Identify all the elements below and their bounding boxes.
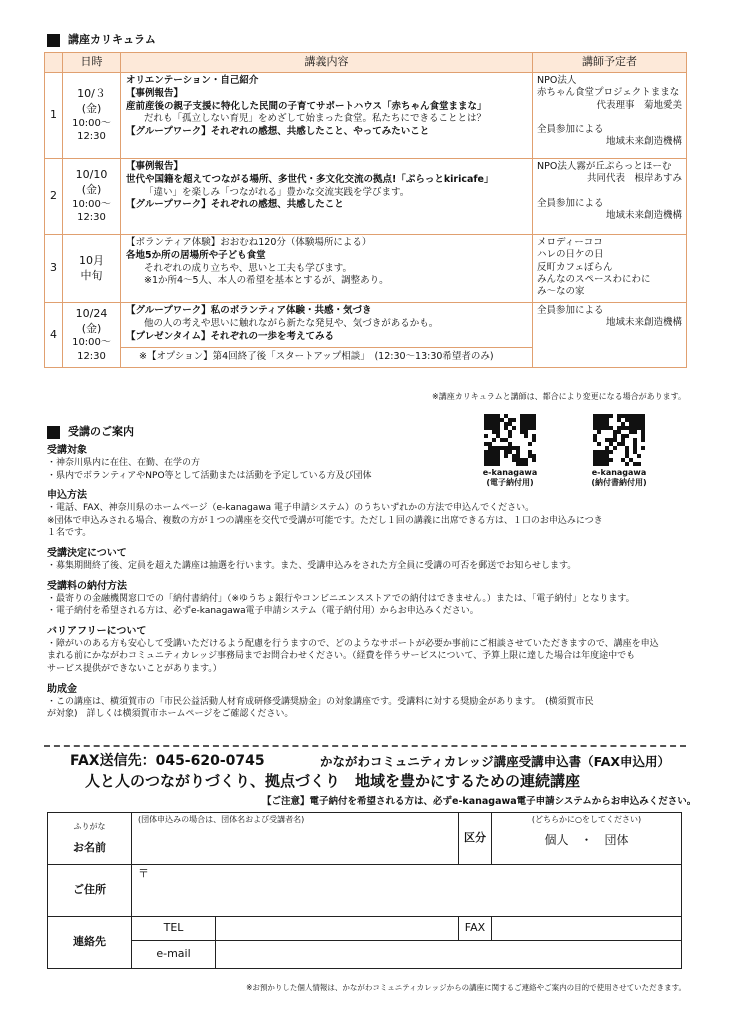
info-line: ・募集期間終了後、定員を超えた講座は抽選を行います。また、受講申込みをされた方全員に受講の可否を郵送でお知らせします。 <box>47 560 577 571</box>
info-line: が対象) 詳しくは横須賀市ホームページをご確認ください。 <box>47 709 294 720</box>
info-line: ・神奈川県内に在住、在勤、在学の方 <box>47 458 201 468</box>
info-section-title: バリアフリーについて <box>47 625 147 637</box>
info-section-title: 受講決定について <box>47 547 127 559</box>
session-number: 2 <box>45 159 63 235</box>
info-section-title: 助成金 <box>47 683 77 695</box>
curriculum-row <box>45 235 687 303</box>
curriculum-heading: 講座カリキュラム <box>47 33 156 47</box>
teacher-line: NPO法人霧が丘ぷらっとほーむ <box>537 161 672 172</box>
curriculum-row <box>45 73 687 159</box>
teacher-line: 地域未来創造機構 <box>605 210 682 222</box>
content-line: 【グループワーク】私のボランティア体験・共感・気づき <box>126 305 372 316</box>
session-number: 1 <box>45 73 63 159</box>
qr-invoice[interactable]: e-kanagawa (納付書納付用) <box>576 414 662 487</box>
postal-mark: 〒 <box>138 867 149 880</box>
info-line: ※団体で申込みされる場合、複数の方が１つの講座を交代で受講が可能です。ただし１回の講義に出席できる方は、１口のお申込みにつき <box>47 515 603 526</box>
address-row <box>48 865 682 917</box>
form-caution: 【ご注意】電子納付を希望される方は、必ずe-kanagawa電子申請システムからお申込みください。 <box>262 796 697 807</box>
form-title: かながわコミュニティカレッジ講座受講申込書（FAX申込用） <box>320 754 671 769</box>
division-label: 区分 <box>459 813 492 865</box>
email-row <box>48 941 682 969</box>
header-teacher: 講師予定者 <box>533 53 687 73</box>
session-date: 10/３ (金) 10:00～ 12:30 <box>63 73 121 159</box>
content-line: 【ボランティア体験】おおむね120分（体験場所による） <box>126 237 372 248</box>
session-teacher <box>533 73 687 159</box>
session-date: 10/10 (金) 10:00～ 12:30 <box>63 159 121 235</box>
info-line: ・県内でボランティアやNPO等として活動または活動を予定している方及び団体 <box>47 470 372 481</box>
fax-line: FAX送信先：045-620-0745 <box>70 753 265 769</box>
session-content <box>121 235 533 303</box>
info-body <box>47 437 687 721</box>
tel-field[interactable] <box>216 917 459 941</box>
content-line: 各地5か所の居場所や子ども食堂 <box>126 249 266 261</box>
address-label: ご住所 <box>48 865 132 917</box>
teacher-line: ハレの日ケの日 <box>537 249 604 261</box>
info-line: ・電子納付を希望される方は、必ずe-kanagawa電子申請システム（電子納付用）からお申込みください。 <box>47 606 479 617</box>
fax-label: FAX <box>459 917 492 941</box>
teacher-line: みんなのスペースわにわに <box>537 274 651 286</box>
teacher-line: 赤ちゃん食堂プロジェクトままな <box>537 87 680 99</box>
content-line: オリエンテーション・自己紹介 <box>126 75 259 86</box>
session-number: 3 <box>45 235 63 303</box>
curriculum-table <box>44 52 687 368</box>
content-line: 【事例報告】 <box>126 161 184 172</box>
session-content <box>121 73 533 159</box>
session-teacher <box>533 303 687 368</box>
session-teacher <box>533 159 687 235</box>
application-form <box>47 812 682 969</box>
info-line: ・障がいのある方も安心して受講いただけるよう配慮を行うますので、どのようなサポートが必要か事前にご相談させていただきますので、講座を申込 <box>47 638 659 649</box>
fax-field[interactable] <box>492 917 682 941</box>
cut-line <box>44 745 686 747</box>
content-line: 他の人の考えや思いに触れながら新たな発見や、気づきがあるかも。 <box>144 317 439 329</box>
header-content: 講義内容 <box>121 53 533 73</box>
address-field[interactable] <box>132 865 682 917</box>
session-date: 10/24 (金) 10:00～ 12:30 <box>63 303 121 368</box>
info-heading: 受講のご案内 <box>47 425 134 439</box>
teacher-line: 地域未来創造機構 <box>605 136 682 148</box>
option-note: ※【オプション】第4回終了後「スタートアップ相談」 (12:30～13:30希望者のみ) <box>121 347 532 365</box>
teacher-line: 共同代表 根岸あすみ <box>586 173 682 185</box>
content-line: 【プレゼンタイム】それぞれの一歩を考えてみる <box>126 330 335 342</box>
teacher-line: 反町カフェぽらん <box>537 261 613 273</box>
info-line: ・最寄りの金融機関窓口での「納付書納付」（※ゆうちょ銀行やコンビニエンスストアでの納付はできません。）または、「電子納付」となります。 <box>47 593 635 604</box>
privacy-note: ※お預かりした個人情報は、かながわコミュニティカレッジからの講座に関するご連絡やご案内の目的で使用させていただきます。 <box>246 983 686 992</box>
teacher-line <box>537 186 682 198</box>
teacher-line: 全員参加による <box>537 124 604 136</box>
tel-row <box>48 917 682 941</box>
curriculum-row <box>45 303 687 368</box>
curriculum-table-wrap <box>44 52 687 368</box>
content-line: 【グループワーク】それぞれの感想、共感したこと、やってみたいこと <box>126 126 430 138</box>
info-section-title: 受講対象 <box>47 445 87 456</box>
session-teacher <box>533 235 687 303</box>
content-line: だれも「孤立しない育児」をめざして始まった食堂。私たちにできることとは？ <box>144 113 487 125</box>
division-field[interactable]: (どちらかに○をしてください) 個人 ・ 団体 <box>492 813 682 865</box>
division-options: 個人 ・ 団体 <box>544 833 629 848</box>
info-section-title: 受講料の納付方法 <box>47 580 127 592</box>
teacher-line: 全員参加による <box>537 197 604 209</box>
teacher-line: 地域未来創造機構 <box>605 317 682 329</box>
session-content <box>121 303 533 368</box>
tel-label: TEL <box>132 917 216 941</box>
content-line: 「違い」を楽しみ「つながれる」豊かな交流実践を学びます。 <box>144 186 410 198</box>
teacher-line: メロディーココ <box>537 237 603 248</box>
content-line: 【グループワーク】それぞれの感想、共感したこと <box>126 199 344 211</box>
qr-electronic[interactable]: e-kanagawa (電子納付用) <box>470 414 550 487</box>
info-line: ・この講座は、横須賀市の「市民公益活動人材育成研修受講奨励金」の対象講座です。受講料に対する奨励金があります。 (横須賀市民 <box>47 696 594 707</box>
furigana-label: ふりがな <box>73 822 106 832</box>
email-field[interactable] <box>216 941 682 969</box>
teacher-line: NPO法人 <box>537 75 577 86</box>
name-field[interactable]: (団体申込みの場合は、団体名および受講者名) <box>132 813 459 865</box>
info-line: ・電話、FAX、神奈川県のホームページ（e-kanagawa 電子申請システム）のうちいずれかの方法で申込んでください。 <box>47 503 535 514</box>
name-row <box>48 813 682 865</box>
curriculum-note: ※講座カリキュラムと講師は、都合により変更になる場合があります。 <box>432 392 686 401</box>
content-line: 【事例報告】 <box>126 87 184 99</box>
name-label: お名前 <box>73 840 106 854</box>
info-line: サービス提供ができないことがあります。） <box>47 663 222 674</box>
form-subtitle: 人と人のつながりづくり、拠点づくり 地域を豊かにするための連続講座 <box>85 772 581 790</box>
session-content <box>121 159 533 235</box>
email-label: e-mail <box>132 941 216 969</box>
teacher-line <box>537 112 682 124</box>
info-line: １名です。 <box>47 528 92 539</box>
session-date: 10月 中旬 <box>63 235 121 303</box>
info-line: まれる前にかながわコミュニティカレッジ事務局までお問合わせください。（経費を伴うサービスについて、予算上限に達した場合は年度途中でも <box>47 651 636 662</box>
contact-label: 連絡先 <box>48 917 132 969</box>
content-line: ※1か所4～5人、本人の希望を基本とするが、調整あり。 <box>144 275 389 287</box>
info-section-title: 申込方法 <box>47 490 87 502</box>
curriculum-row <box>45 159 687 235</box>
header-date: 日時 <box>63 53 121 73</box>
content-line: それぞれの成り立ちや、思いと工夫も学びます。 <box>144 262 353 274</box>
teacher-line: 全員参加による <box>537 305 604 316</box>
teacher-line: 代表理事 菊地愛美 <box>596 99 682 111</box>
content-line: 世代や国籍を超えてつながる場所、多世代・多文化交流の拠点!「ぷらっとkiricafe」 <box>126 173 494 185</box>
section-square-icon <box>47 34 60 47</box>
content-line: 産前産後の親子支援に特化した民間の子育てサポートハウス「赤ちゃん食堂ままな」 <box>126 100 487 112</box>
teacher-line: み～なの家 <box>537 286 585 298</box>
curriculum-header-row <box>45 53 687 73</box>
session-number: 4 <box>45 303 63 368</box>
